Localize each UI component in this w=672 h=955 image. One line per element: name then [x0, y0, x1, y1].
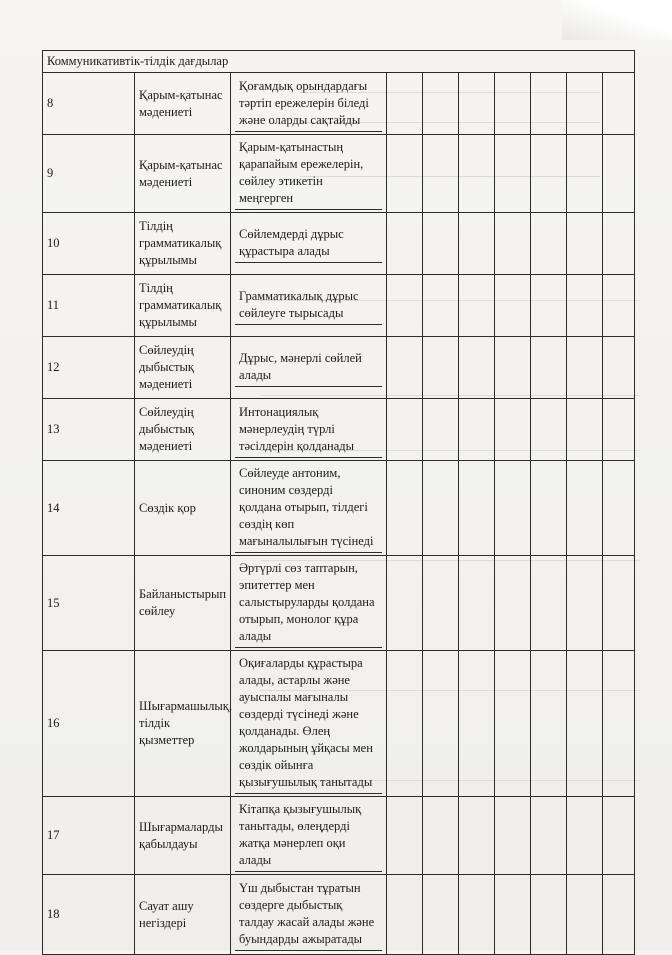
assessment-cell — [387, 73, 423, 135]
skill-description: Қарым-қатынастың қарапайым ережелерін, сөйлеу этикетін меңгерген — [235, 137, 382, 210]
assessment-cell — [531, 651, 567, 797]
section-name: Қарым-қатынас мәдениеті — [135, 135, 231, 213]
assessment-cell — [423, 797, 459, 875]
assessment-cell — [603, 337, 635, 399]
skill-description: Үш дыбыстан тұратын сөздерге дыбыстық талдау жасай алады және буындарды ажыратады — [235, 878, 382, 951]
assessment-cell — [459, 651, 495, 797]
skill-cell — [231, 797, 387, 875]
skills-table — [42, 50, 635, 955]
table-row — [43, 337, 635, 399]
assessment-cell — [459, 213, 495, 275]
skill-cell — [231, 337, 387, 399]
assessment-cell — [567, 651, 603, 797]
assessment-cell — [495, 875, 531, 955]
assessment-cell — [603, 73, 635, 135]
assessment-cell — [531, 213, 567, 275]
assessment-cell — [531, 73, 567, 135]
assessment-cell — [567, 73, 603, 135]
assessment-cell — [495, 135, 531, 213]
skill-description: Оқиғаларды құрастыра алады, астарлы және ауыспалы мағыналы сөздерді түсінеді және қолданады. Өлең жолдарының ұйқасы мен сөздік ойынға қызығушылық танытады — [235, 653, 382, 794]
assessment-cell — [603, 797, 635, 875]
assessment-cell — [459, 461, 495, 556]
section-name: Сауат ашу негіздері — [135, 875, 231, 955]
assessment-cell — [459, 337, 495, 399]
assessment-cell — [603, 651, 635, 797]
skill-cell — [231, 213, 387, 275]
assessment-cell — [603, 399, 635, 461]
assessment-cell — [423, 875, 459, 955]
assessment-cell — [495, 275, 531, 337]
assessment-cell — [531, 275, 567, 337]
assessment-cell — [567, 461, 603, 556]
assessment-cell — [423, 213, 459, 275]
folded-corner — [562, 0, 672, 40]
row-number: 10 — [43, 213, 135, 275]
assessment-cell — [495, 213, 531, 275]
table-row — [43, 73, 635, 135]
table-row — [43, 275, 635, 337]
assessment-cell — [531, 461, 567, 556]
assessment-cell — [459, 797, 495, 875]
assessment-cell — [459, 875, 495, 955]
table-row — [43, 556, 635, 651]
table-row — [43, 213, 635, 275]
assessment-cell — [423, 73, 459, 135]
skill-description: Қоғамдық орындардағы тәртіп ережелерін біледі және оларды сақтайды — [235, 76, 382, 132]
assessment-cell — [603, 875, 635, 955]
assessment-cell — [495, 399, 531, 461]
skill-cell — [231, 275, 387, 337]
assessment-cell — [531, 135, 567, 213]
assessment-cell — [387, 337, 423, 399]
skill-cell — [231, 135, 387, 213]
row-number: 15 — [43, 556, 135, 651]
skill-cell — [231, 399, 387, 461]
skill-cell — [231, 461, 387, 556]
row-number: 8 — [43, 73, 135, 135]
row-number: 17 — [43, 797, 135, 875]
assessment-cell — [567, 797, 603, 875]
assessment-cell — [387, 875, 423, 955]
table-header-row — [43, 51, 635, 73]
section-name: Сөйлеудің дыбыстық мәдениеті — [135, 337, 231, 399]
table-header: Коммуникативтік-тілдік дағдылар — [43, 51, 635, 73]
table-row — [43, 399, 635, 461]
assessment-cell — [459, 556, 495, 651]
assessment-cell — [603, 556, 635, 651]
row-number: 16 — [43, 651, 135, 797]
section-name: Сөздік қор — [135, 461, 231, 556]
assessment-cell — [603, 135, 635, 213]
assessment-cell — [495, 651, 531, 797]
section-name: Сөйлеудің дыбыстық мәдениеті — [135, 399, 231, 461]
assessment-cell — [567, 135, 603, 213]
section-name: Шығармашылық, тілдік қызметтер — [135, 651, 231, 797]
table-row — [43, 797, 635, 875]
skill-description: Интонациялық мәнерлеудің түрлі тәсілдерін қолданады — [235, 402, 382, 458]
assessment-cell — [459, 275, 495, 337]
skill-cell — [231, 875, 387, 955]
assessment-cell — [387, 651, 423, 797]
assessment-cell — [387, 275, 423, 337]
assessment-cell — [567, 875, 603, 955]
assessment-cell — [387, 135, 423, 213]
assessment-cell — [387, 213, 423, 275]
assessment-cell — [495, 461, 531, 556]
table-row — [43, 135, 635, 213]
row-number: 13 — [43, 399, 135, 461]
assessment-cell — [495, 797, 531, 875]
assessment-cell — [567, 213, 603, 275]
assessment-cell — [423, 135, 459, 213]
row-number: 9 — [43, 135, 135, 213]
assessment-cell — [459, 73, 495, 135]
assessment-cell — [387, 461, 423, 556]
assessment-cell — [567, 556, 603, 651]
assessment-cell — [423, 275, 459, 337]
assessment-cell — [531, 875, 567, 955]
section-name: Байланыстырып сөйлеу — [135, 556, 231, 651]
assessment-cell — [603, 213, 635, 275]
table-row — [43, 875, 635, 955]
assessment-cell — [423, 461, 459, 556]
assessment-cell — [459, 135, 495, 213]
skill-description: Сөйлемдерді дұрыс құрастыра алады — [235, 224, 382, 263]
assessment-cell — [423, 556, 459, 651]
section-name: Шығармаларды қабылдауы — [135, 797, 231, 875]
skill-cell — [231, 73, 387, 135]
section-name: Тілдің грамматикалық құрылымы — [135, 275, 231, 337]
assessment-cell — [531, 797, 567, 875]
assessment-cell — [567, 399, 603, 461]
assessment-cell — [531, 399, 567, 461]
assessment-cell — [423, 399, 459, 461]
assessment-cell — [495, 556, 531, 651]
assessment-cell — [603, 461, 635, 556]
skill-description: Сөйлеуде антоним, синоним сөздерді қолдана отырып, тілдегі сөздің көп мағыналылығын түсінеді — [235, 463, 382, 553]
skill-description: Кітапқа қызығушылық танытады, өлеңдерді жатқа мәнерлеп оқи алады — [235, 799, 382, 872]
skill-cell — [231, 651, 387, 797]
skill-cell — [231, 556, 387, 651]
table-row — [43, 461, 635, 556]
assessment-cell — [459, 399, 495, 461]
table-row — [43, 651, 635, 797]
skill-description: Әртүрлі сөз таптарын, эпитеттер мен салыстыруларды қолдана отырып, монолог құра алады — [235, 558, 382, 648]
row-number: 18 — [43, 875, 135, 955]
skill-description: Дұрыс, мәнерлі сөйлей алады — [235, 348, 382, 387]
row-number: 14 — [43, 461, 135, 556]
assessment-cell — [387, 556, 423, 651]
assessment-cell — [387, 797, 423, 875]
assessment-cell — [387, 399, 423, 461]
assessment-cell — [531, 556, 567, 651]
assessment-cell — [495, 73, 531, 135]
assessment-cell — [495, 337, 531, 399]
assessment-cell — [531, 337, 567, 399]
section-name: Қарым-қатынас мәдениеті — [135, 73, 231, 135]
assessment-cell — [423, 337, 459, 399]
skill-description: Грамматикалық дұрыс сөйлеуге тырысады — [235, 286, 382, 325]
row-number: 12 — [43, 337, 135, 399]
assessment-cell — [567, 275, 603, 337]
assessment-cell — [423, 651, 459, 797]
section-name: Тілдің грамматикалық құрылымы — [135, 213, 231, 275]
assessment-cell — [567, 337, 603, 399]
row-number: 11 — [43, 275, 135, 337]
assessment-cell — [603, 275, 635, 337]
